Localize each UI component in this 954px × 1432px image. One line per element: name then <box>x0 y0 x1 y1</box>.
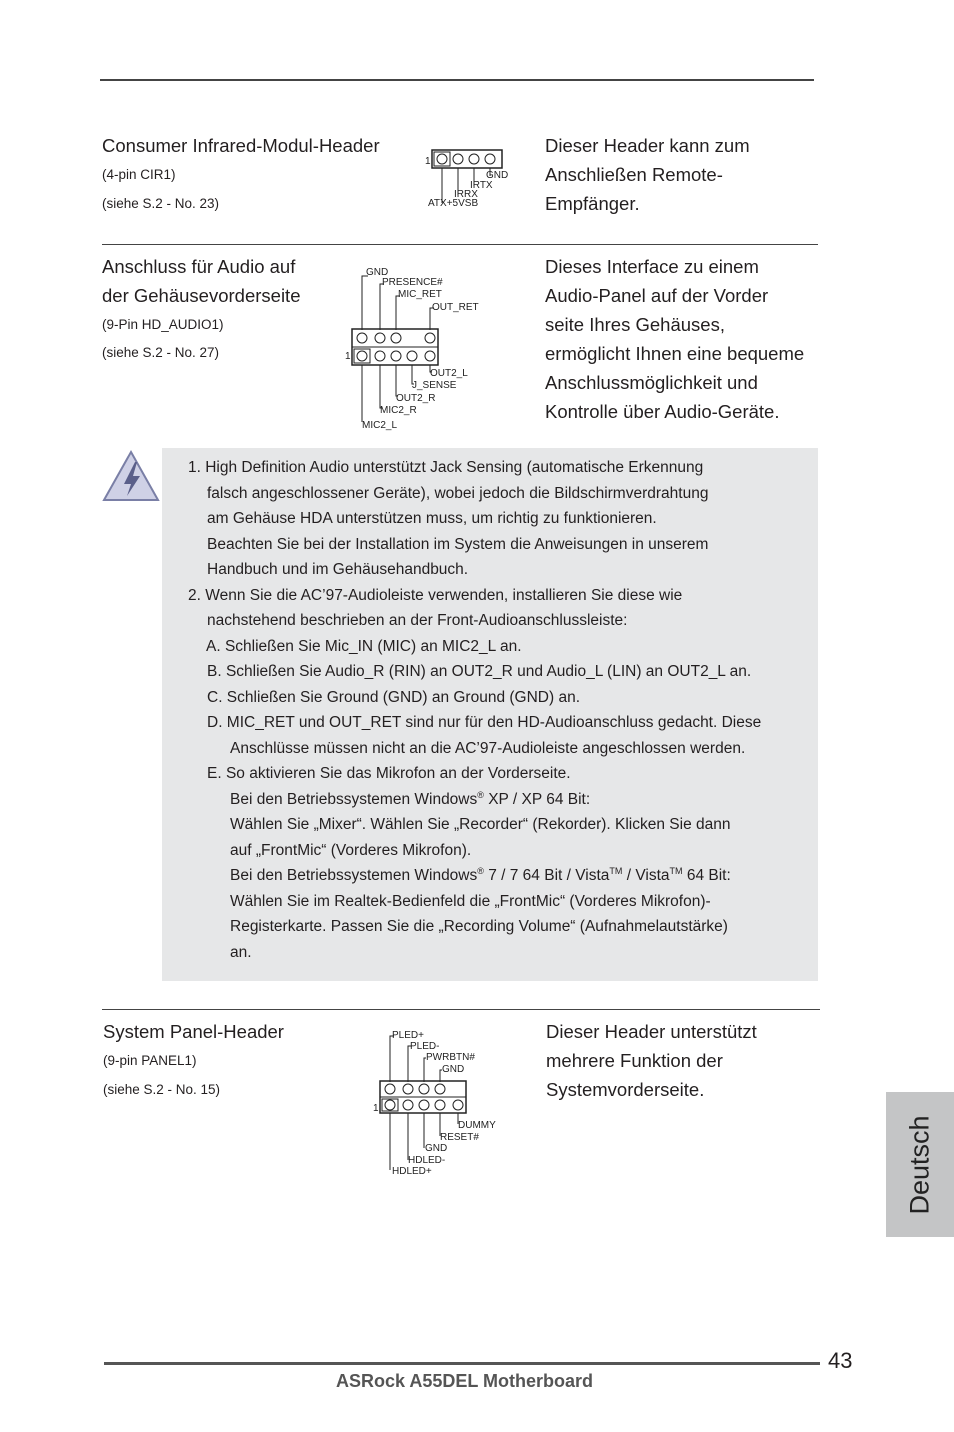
pin1-marker: 1 <box>425 156 431 167</box>
panel-label-pwrbtn: PWRBTN# <box>426 1052 475 1063</box>
audio-description: Dieses Interface zu einem Audio-Panel auf der Vorder seite Ihres Gehäuses, ermöglicht Ihnen eine bequeme Anschlussmöglichkeit und Kontrolle über Audio-Geräte. <box>545 256 805 422</box>
page-number: 43 <box>828 1348 853 1373</box>
panel-label-dummy: DUMMY <box>458 1120 496 1131</box>
cir-label-irtx: IRTX <box>470 180 493 191</box>
audio-label-gnd: GND <box>366 267 389 278</box>
audio-label-mic-ret: MIC_RET <box>398 289 442 300</box>
pin1-marker: 1 <box>345 351 351 362</box>
section-divider <box>102 1009 820 1010</box>
audio-title-line1: Anschluss für Audio auf <box>102 256 296 277</box>
note-1: 1. High Definition Audio unterstützt Jack Sensing (automatische Erkennung falsch angeschlossener Geräte), wobei jedoch die Bildschirmverdrahtung am Gehäuse HDA unterstützen muss, um richtig zu funktionieren. Beachten Sie bei der Installation im System die Anweisungen in unserem Handbuch und im Gehäusehandbuch. 2. Wenn Sie die AC’97-Audioleiste verwenden, installieren Sie diese wie nachstehend beschrieben an der Front-Audioanschlussleiste: A. Schließen Sie Mic_IN (MIC) an MIC2_L an. B. Schließen Sie Audio_R (RIN) an OUT2_R und Audio_L (LIN) an OUT2_L an. C. Schließen Sie Ground (GND) an Ground (GND) an. D. MIC_RET und OUT_RET sind nur für den HD-Audioanschluss gedacht. Diese Anschlüsse müssen nicht an die AC’97-Audioleiste angeschlossen werden. E. So aktivieren Sie das Mikrofon an der Vorderseite. Bei den Betriebssystemen Windows® XP / XP 64 Bit: Wählen Sie „Mixer“. Wählen Sie „Recorder“ (Rekorder). Klicken Sie dann auf „FrontMic“ (Vorderes Mikrofon). Bei den Betriebssystemen Windows® 7 / 7 64 Bit / Vista™ / Vista™ 64 Bit: Wählen Sie im Realtek-Bedienfeld die „FrontMic“ (Vorderes Mikrofon)- Registerkarte. Passen Sie die „Recording Volume“ (Aufnahmelautstärke) an. <box>188 459 762 961</box>
audio-title-line2: der Gehäusevorderseite <box>102 285 301 306</box>
cir-label-atx5vsb: ATX+5VSB <box>428 198 479 209</box>
audio-header-diagram <box>340 262 490 434</box>
audio-label-j-sense: J_SENSE <box>412 380 457 391</box>
panel-label-hdled-plus: HDLED+ <box>392 1166 432 1176</box>
panel-label-pled-plus: PLED+ <box>392 1030 424 1041</box>
audio-label-out-ret: OUT_RET <box>432 302 479 313</box>
audio-ref: (siehe S.2 - No. 27) <box>102 345 220 360</box>
footer-rule <box>104 1362 820 1365</box>
panel-label-hdled-minus: HDLED- <box>408 1155 446 1166</box>
panel-header-diagram <box>368 1024 508 1176</box>
cir-ref: (siehe S.2 - No. 23) <box>102 196 220 211</box>
pin1-marker: 1 <box>373 1103 379 1114</box>
vista-line: Bei den Betriebssystemen Windows® 7 / 7 64 Bit / Vista™ / Vista™ 64 Bit: <box>230 865 731 884</box>
cir-description: Dieser Header kann zum Anschließen Remote- Empfänger. <box>545 135 750 214</box>
audio-label-mic2-r: MIC2_R <box>380 405 417 416</box>
cir-pin: (4-pin CIR1) <box>102 167 176 182</box>
audio-pin: (9-Pin HD_AUDIO1) <box>102 317 224 332</box>
warning-icon <box>100 448 162 504</box>
panel-description: Dieser Header unterstützt mehrere Funktion der Systemvorderseite. <box>546 1021 757 1100</box>
panel-label-gnd-top: GND <box>442 1064 465 1075</box>
cir-title: Consumer Infrared-Modul-Header <box>102 135 380 156</box>
panel-label-pled-minus: PLED- <box>410 1041 440 1052</box>
panel-pin: (9-pin PANEL1) <box>103 1053 197 1068</box>
panel-title: System Panel-Header <box>103 1021 284 1042</box>
audio-label-presence: PRESENCE# <box>382 277 443 288</box>
cir-label-gnd: GND <box>486 170 509 181</box>
panel-label-reset: RESET# <box>440 1132 479 1143</box>
panel-label-gnd-bottom: GND <box>425 1143 448 1154</box>
audio-label-out2-r: OUT2_R <box>396 393 436 404</box>
cir-header-diagram <box>420 143 520 213</box>
cir-label-irrx: IRRX <box>454 189 478 200</box>
audio-label-mic2-l: MIC2_L <box>362 420 398 431</box>
top-rule <box>100 79 814 81</box>
footer-product: ASRock A55DEL Motherboard <box>336 1371 594 1391</box>
audio-label-out2-l: OUT2_L <box>430 368 468 379</box>
panel-ref: (siehe S.2 - No. 15) <box>103 1082 221 1097</box>
language-tab: Deutsch <box>886 1092 954 1237</box>
xp-line: Bei den Betriebssystemen Windows® XP / XP 64 Bit: <box>230 789 591 808</box>
section-divider <box>102 244 818 245</box>
